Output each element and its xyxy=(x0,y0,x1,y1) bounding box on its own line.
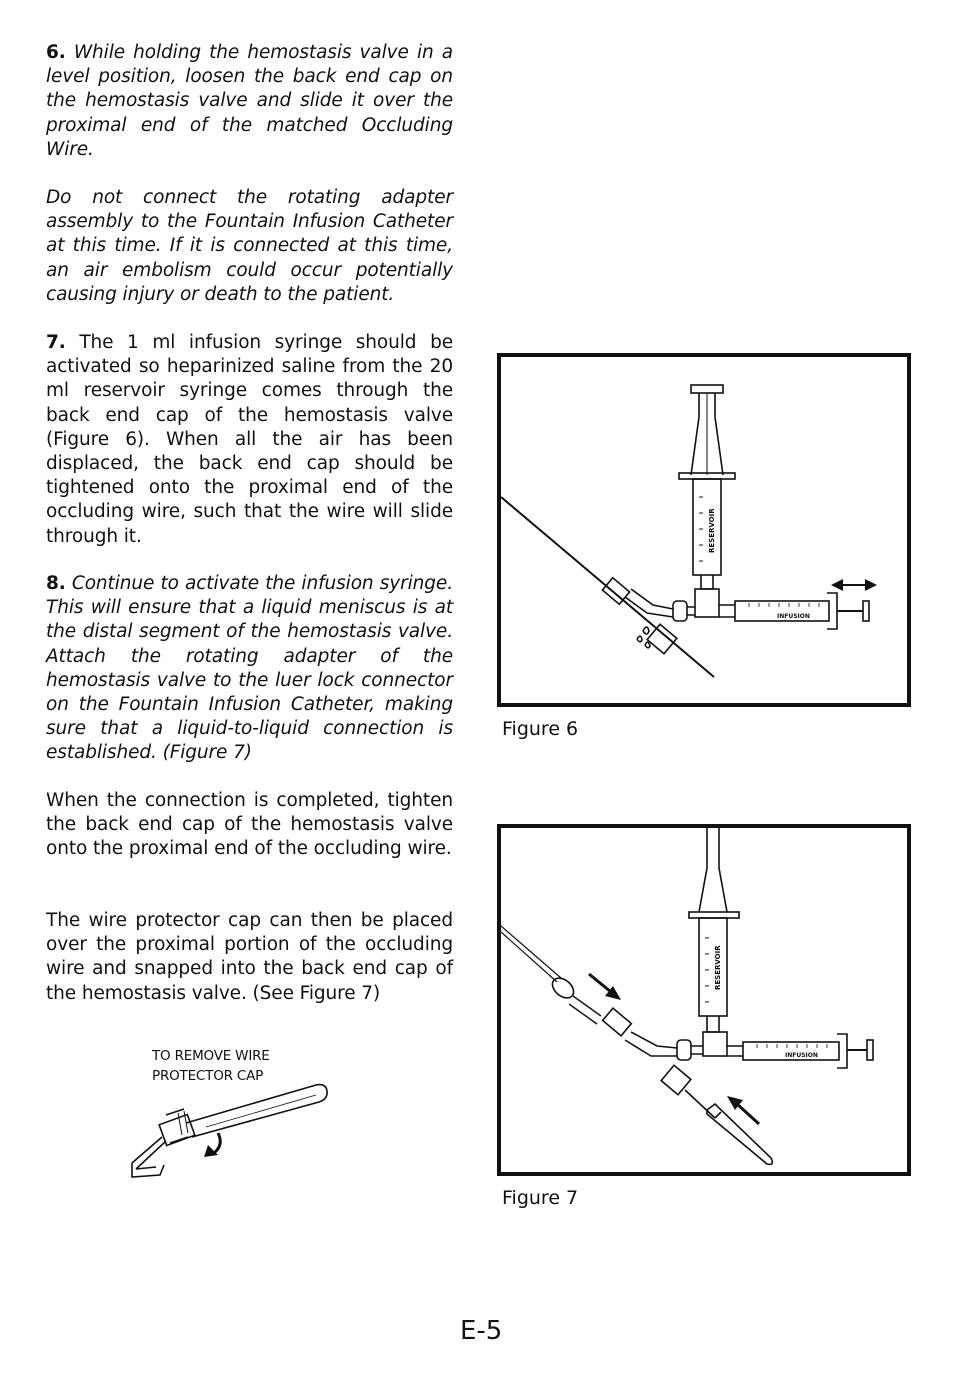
reservoir-plunger-cap xyxy=(691,385,723,393)
occluding-wire xyxy=(501,497,714,677)
wire-cap-text: The wire protector cap can then be placed over the proximal portion of the occluding wire and snapped into the back end cap of the hemostasis valve. (See Figure 7) xyxy=(46,910,453,1004)
push-arrow-down-right-icon xyxy=(589,974,621,1000)
step-8-number: 8. xyxy=(46,573,66,594)
warning-text: Do not connect the rotating adapter assembly to the Fountain Infusion Catheter at this time. If it is connected at this time, an air embolism could occur potentially causing injury or death to the patient. xyxy=(46,187,453,305)
wire-cap-paragraph xyxy=(46,909,453,1006)
figure-6-infusion-label: INFUSION xyxy=(777,613,810,620)
remove-cap-illustration xyxy=(126,1075,336,1185)
push-pull-arrow-icon xyxy=(831,579,877,591)
step-7-paragraph xyxy=(46,331,453,549)
figure-7-reservoir-label: RESERVOIR xyxy=(714,945,722,990)
figure-6-reservoir-label: RESERVOIR xyxy=(708,508,716,553)
warning-paragraph xyxy=(46,186,453,307)
rotating-adapter xyxy=(602,578,629,604)
figure-7-caption: Figure 7 xyxy=(502,1187,579,1209)
reservoir-barrel xyxy=(699,918,727,1016)
step-8-paragraph xyxy=(46,572,453,766)
step-7-body: The 1 ml infusion syringe should be activated so heparinized saline from the 20 ml reservoir syringe comes through the back end cap of the hemostasis valve (Figure 6). When all the air has been displaced, the back end cap should be tightened onto the proximal end of the occluding wire, such that the wire will slide through it. xyxy=(46,332,453,547)
step-8-text xyxy=(46,572,453,766)
wire-protector-cap xyxy=(707,1104,772,1164)
step-7-text xyxy=(46,331,453,549)
figure-6-caption: Figure 6 xyxy=(502,718,579,740)
connection-text: When the connection is completed, tighten the back end cap of the hemostasis valve onto the proximal end of the occluding wire. xyxy=(46,790,453,860)
figure-7-frame xyxy=(497,824,911,1176)
step-6-number: 6. xyxy=(46,42,66,63)
reservoir-barrel xyxy=(693,479,721,575)
step-8-body: Continue to activate the infusion syringe. This will ensure that a liquid meniscus is at the distal segment of the hemostasis valve. Attach the rotating adapter of the hemostasis valve to the luer lock connector on the Fountain Infusion Catheter, making sure that a liquid-to-liquid connection is established. (Figure 7) xyxy=(46,573,453,764)
figure-6-frame xyxy=(497,353,911,707)
step-6-text xyxy=(46,41,453,162)
page-number: E-5 xyxy=(460,1316,503,1346)
remove-cap-label-line1: TO REMOVE WIRE xyxy=(152,1048,270,1064)
figure-7-illustration xyxy=(501,828,907,1172)
connection-paragraph xyxy=(46,789,453,862)
figure-6-illustration xyxy=(501,357,907,703)
step-7-number: 7. xyxy=(46,332,66,353)
back-end-cap xyxy=(647,624,677,653)
catheter xyxy=(501,926,561,978)
remove-cap-label-line2: PROTECTOR CAP xyxy=(152,1068,264,1084)
figure-7-infusion-label: INFUSION xyxy=(785,1052,818,1059)
step-6-paragraph xyxy=(46,41,453,162)
step-6-body: While holding the hemostasis valve in a level position, loosen the back end cap on the hemostasis valve and slide it over the proximal end of the matched Occluding Wire. xyxy=(46,42,453,160)
